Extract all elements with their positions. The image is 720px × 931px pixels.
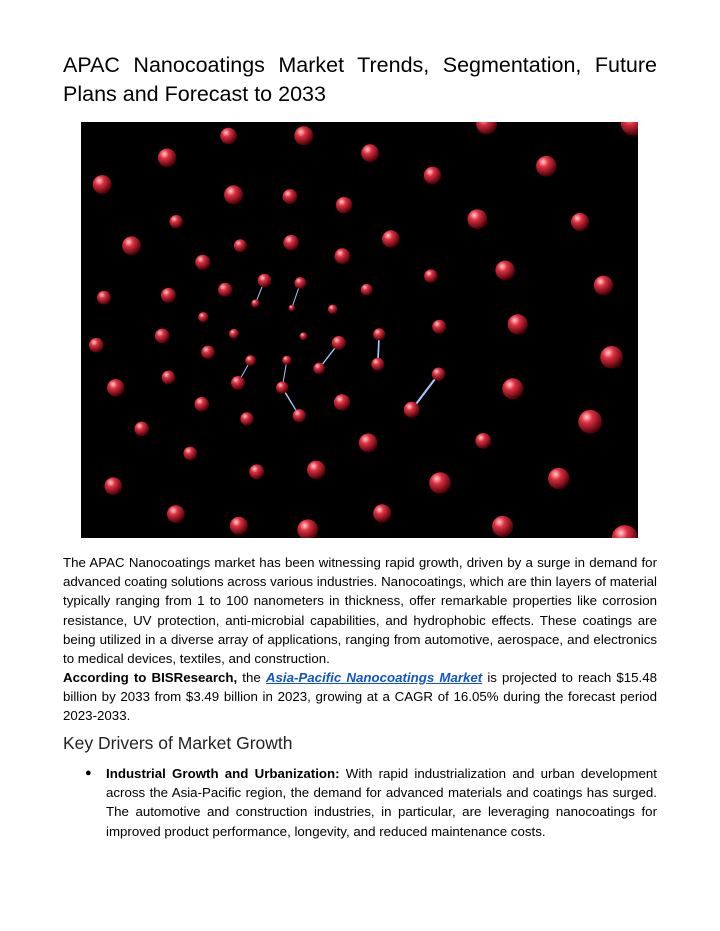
forecast-lead: According to BISResearch, xyxy=(63,670,238,685)
lattice-atom xyxy=(502,378,523,399)
lattice-atom xyxy=(578,410,602,434)
lattice-atom xyxy=(231,376,245,390)
intro-paragraph: The APAC Nanocoatings market has been witnessing rapid growth, driven by a surge in demand for advanced coating solutions across various industries. Nanocoatings, which are thin layers of material typically ranging from 1 to 100 nanometers in thickness, offer remarkable properties like corrosion resistance, UV protection, anti-microbial capabilities, and hydrophobic effects. These coatings are being utilized in a diverse array of applications, ranging from automotive, aerospace, and electronics to medical devices, textiles, and construction. xyxy=(63,555,657,667)
lattice-atom xyxy=(424,269,437,282)
list-item xyxy=(63,764,657,841)
bullet-icon: ● xyxy=(85,767,92,779)
lattice-atom xyxy=(283,235,299,251)
lattice-atom xyxy=(336,197,353,214)
lattice-atom xyxy=(169,215,182,228)
lattice-atom xyxy=(218,283,232,297)
lattice-atom xyxy=(167,505,185,523)
lattice-atom xyxy=(332,336,346,350)
molecular-lattice-image xyxy=(81,122,638,538)
drivers-list xyxy=(63,764,657,841)
lattice-atom xyxy=(249,464,264,479)
lattice-atom xyxy=(220,128,237,145)
market-report-link[interactable]: Asia-Pacific Nanocoatings Market xyxy=(265,670,483,685)
lattice-atom xyxy=(536,156,556,176)
lattice-atom xyxy=(162,371,176,385)
lattice-atom xyxy=(429,472,451,494)
lattice-atom xyxy=(476,122,497,134)
lattice-atom xyxy=(294,126,313,145)
lattice-atom xyxy=(475,433,491,449)
lattice-atom xyxy=(283,189,298,204)
lattice-atom xyxy=(307,461,326,480)
lattice-atom xyxy=(158,149,176,167)
forecast-pre-link: the xyxy=(237,670,266,685)
forecast-post-link: is projected to reach $15.48 billion by 2033 from $3.49 billion in 2023, growing at a CAGR of 16.05% during the forecast period 2023-2033. xyxy=(63,670,657,724)
lattice-atom xyxy=(224,185,243,204)
driver-label: Industrial Growth and Urbanization: xyxy=(106,766,340,781)
lattice-atom xyxy=(571,213,589,231)
lattice-atom xyxy=(621,122,638,136)
lattice-atom xyxy=(289,305,295,311)
lattice-atom xyxy=(198,312,208,322)
lattice-atom xyxy=(201,346,214,359)
lattice-atom xyxy=(234,239,247,252)
lattice-atom xyxy=(313,363,324,374)
lattice-atom xyxy=(334,394,350,410)
lattice-atom xyxy=(600,346,623,369)
lattice-atom xyxy=(432,367,445,380)
lattice-atom xyxy=(240,412,253,425)
lattice-atoms xyxy=(81,122,638,538)
lattice-atom xyxy=(432,320,446,334)
lattice-atom xyxy=(97,291,111,305)
lattice-atom xyxy=(361,284,373,296)
lattice-atom xyxy=(594,276,613,295)
section-heading: Key Drivers of Market Growth xyxy=(63,733,293,753)
lattice-atom xyxy=(297,519,318,538)
page-title: APAC Nanocoatings Market Trends, Segmentation, Future Plans and Forecast to 2033 xyxy=(63,53,657,106)
lattice-atom xyxy=(230,517,248,535)
lattice-atom xyxy=(251,299,259,307)
lattice-atom xyxy=(371,358,384,371)
lattice-atom xyxy=(373,328,385,340)
lattice-atom xyxy=(195,397,209,411)
lattice-atom xyxy=(334,248,350,264)
lattice-atom xyxy=(300,332,308,340)
lattice-atom xyxy=(104,477,122,495)
lattice-atom xyxy=(404,402,420,418)
lattice-illustration xyxy=(81,122,638,538)
lattice-atom xyxy=(492,516,513,537)
lattice-atom xyxy=(282,356,291,365)
lattice-atom xyxy=(195,255,210,270)
lattice-atom xyxy=(161,288,176,303)
lattice-atom xyxy=(93,175,112,194)
lattice-atom xyxy=(361,144,379,162)
lattice-atom xyxy=(373,504,391,522)
lattice-atom xyxy=(155,329,170,344)
lattice-atom xyxy=(183,447,197,461)
lattice-atom xyxy=(508,314,528,334)
lattice-atom xyxy=(382,230,399,247)
lattice-atom xyxy=(89,338,104,353)
lattice-atom xyxy=(134,422,149,437)
lattice-atom xyxy=(467,209,487,229)
lattice-atom xyxy=(245,355,256,366)
lattice-atom xyxy=(548,468,569,489)
lattice-atom xyxy=(495,261,515,281)
lattice-atom xyxy=(229,329,239,339)
lattice-atom xyxy=(122,236,141,255)
lattice-atom xyxy=(612,525,638,538)
lattice-atom xyxy=(424,167,441,184)
lattice-atom xyxy=(359,434,378,453)
lattice-atom xyxy=(328,304,338,314)
lattice-atom xyxy=(294,277,306,289)
driver-text: With rapid industrialization and urban development across the Asia-Pacific region, the demand for advanced materials and coatings has surged. The automotive and construction industries, in particular, are leveraging nanocoatings for improved product performance, longevity, and reduced maintenance costs. xyxy=(106,766,657,839)
lattice-atom xyxy=(107,379,124,396)
forecast-paragraph xyxy=(63,668,657,726)
lattice-atom xyxy=(258,274,272,288)
lattice-atom xyxy=(276,381,288,393)
lattice-atom xyxy=(293,409,306,422)
